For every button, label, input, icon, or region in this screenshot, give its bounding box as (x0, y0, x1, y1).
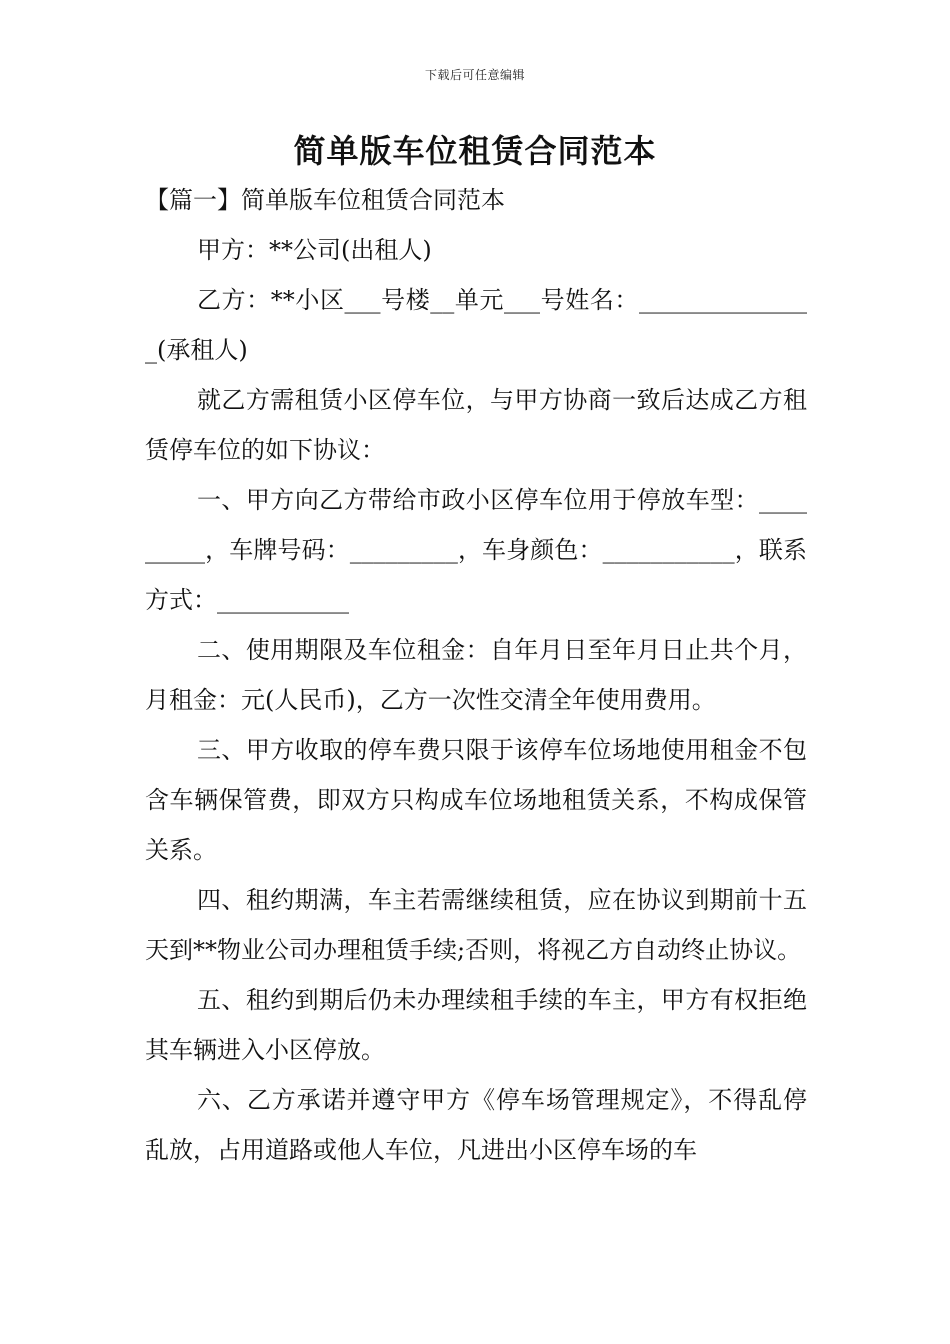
preamble-paragraph: 就乙方需租赁小区停车位，与甲方协商一致后达成乙方租赁停车位的如下协议： (145, 386, 807, 464)
clause-2-paragraph: 二、使用期限及车位租金：自年月日至年月日止共个月，月租金：元(人民币)，乙方一次性交清全年使用费用。 (145, 636, 807, 714)
clause-1-paragraph: 一、甲方向乙方带给市政小区停车位用于停放车型：_________，车牌号码：_________，车身颜色：___________，联系方式：___________ (145, 486, 807, 614)
document-title: 简单版车位租赁合同范本 (293, 132, 657, 170)
clause-4-paragraph: 四、租约期满，车主若需继续租赁，应在协议到期前十五天到**物业公司办理租赁手续;否则，将视乙方自动终止协议。 (145, 886, 807, 964)
clause-5-paragraph: 五、租约到期后仍未办理续租手续的车主，甲方有权拒绝其车辆进入小区停放。 (145, 986, 807, 1064)
party-a-paragraph: 甲方：**公司(出租人) (197, 236, 432, 264)
clause-3-paragraph: 三、甲方收取的停车费只限于该停车位场地使用租金不包含车辆保管费，即双方只构成车位场地租赁关系，不构成保管关系。 (145, 736, 807, 864)
document-body (145, 175, 807, 1175)
section-heading: 【篇一】简单版车位租赁合同范本 (145, 186, 505, 214)
clause-6-paragraph: 六、乙方承诺并遵守甲方《停车场管理规定》，不得乱停乱放，占用道路或他人车位，凡进出小区停车场的车 (145, 1086, 807, 1164)
party-b-paragraph: 乙方：**小区___号楼__单元___号姓名：_______________(承租人) (145, 286, 807, 364)
header-note: 下载后可任意编辑 (424, 68, 525, 82)
